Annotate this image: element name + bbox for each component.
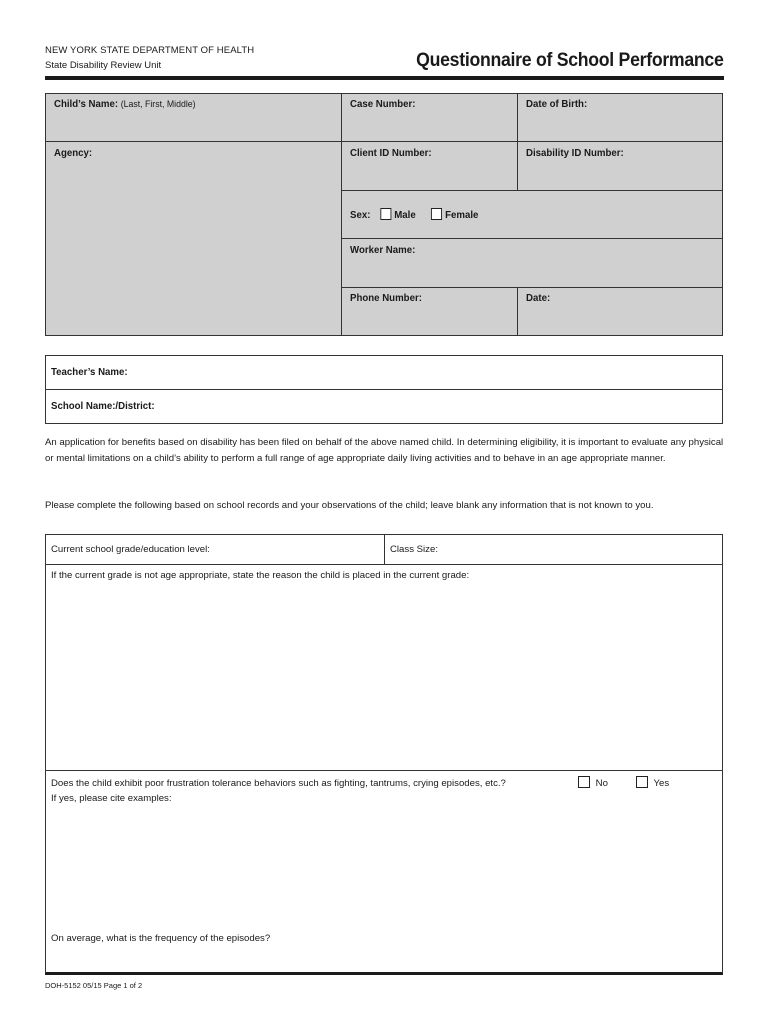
male-label: Male [394, 209, 416, 221]
frequency-question: On average, what is the frequency of the episodes? [51, 933, 271, 944]
date-of-birth-field[interactable] [517, 93, 723, 142]
teacher-name-field[interactable] [45, 355, 723, 390]
phone-number-field[interactable] [341, 287, 518, 336]
childs-name-label: Child’s Name: (Last, First, Middle) [54, 98, 196, 110]
sex-row [350, 208, 478, 221]
intro-paragraph: An application for benefits based on disability has been filed on behalf of the above named child. In determining eligibility, it is important to evaluate any physical or mental limitations on a child’s ability to perform a full range of age appropriate daily living activities and to behave in an age appropriate manner. [45, 437, 724, 464]
frustration-field[interactable] [45, 770, 723, 975]
cite-examples-prompt: If yes, please cite examples: [51, 793, 172, 804]
no-label: No [595, 778, 608, 789]
date-label: Date: [526, 292, 551, 304]
grade-reason-field[interactable] [45, 564, 723, 771]
agency-label: Agency: [54, 147, 93, 159]
class-size-field[interactable] [384, 534, 723, 565]
frustration-question: Does the child exhibit poor frustration tolerance behaviors such as fighting, tantrums, crying episodes, etc.? [51, 778, 506, 789]
frustration-no-checkbox[interactable] [578, 776, 590, 788]
case-number-label: Case Number: [350, 98, 416, 110]
form-id-footer: DOH-5152 05/15 Page 1 of 2 [45, 981, 143, 990]
date-of-birth-label: Date of Birth: [526, 98, 588, 110]
childs-name-field[interactable] [45, 93, 342, 142]
grade-level-label: Current school grade/education level: [51, 544, 210, 555]
worker-name-field[interactable] [341, 238, 723, 288]
agency-field[interactable] [45, 141, 342, 336]
disability-id-field[interactable] [517, 141, 723, 191]
school-name-label: School Name:/District: [51, 400, 155, 412]
department-name: NEW YORK STATE DEPARTMENT OF HEALTH [45, 45, 255, 56]
client-id-field[interactable] [341, 141, 518, 191]
unit-name: State Disability Review Unit [45, 60, 162, 71]
female-checkbox[interactable] [431, 208, 442, 220]
grade-level-field[interactable] [45, 534, 385, 565]
sex-label: Sex: [350, 209, 371, 221]
phone-number-label: Phone Number: [350, 292, 422, 304]
header-rule [45, 76, 724, 80]
male-checkbox[interactable] [380, 208, 391, 220]
school-name-field[interactable] [45, 389, 723, 424]
yes-label: Yes [653, 778, 670, 789]
disability-id-label: Disability ID Number: [526, 147, 624, 159]
class-size-label: Class Size: [390, 544, 438, 555]
frustration-yes-checkbox[interactable] [636, 776, 648, 788]
worker-name-label: Worker Name: [350, 244, 416, 256]
client-id-label: Client ID Number: [350, 147, 432, 159]
case-number-field[interactable] [341, 93, 518, 142]
female-label: Female [445, 209, 479, 221]
date-field[interactable] [517, 287, 723, 336]
teacher-name-label: Teacher’s Name: [51, 366, 128, 378]
grade-reason-question: If the current grade is not age appropriate, state the reason the child is placed in the current grade: [51, 570, 470, 581]
frustration-no-option [578, 776, 608, 789]
frustration-yes-option [636, 776, 669, 789]
instructions-paragraph: Please complete the following based on school records and your observations of the child; leave blank any information that is not known to you. [45, 500, 654, 511]
sex-field [341, 190, 723, 239]
form-title: Questionnaire of School Performance [416, 50, 724, 71]
